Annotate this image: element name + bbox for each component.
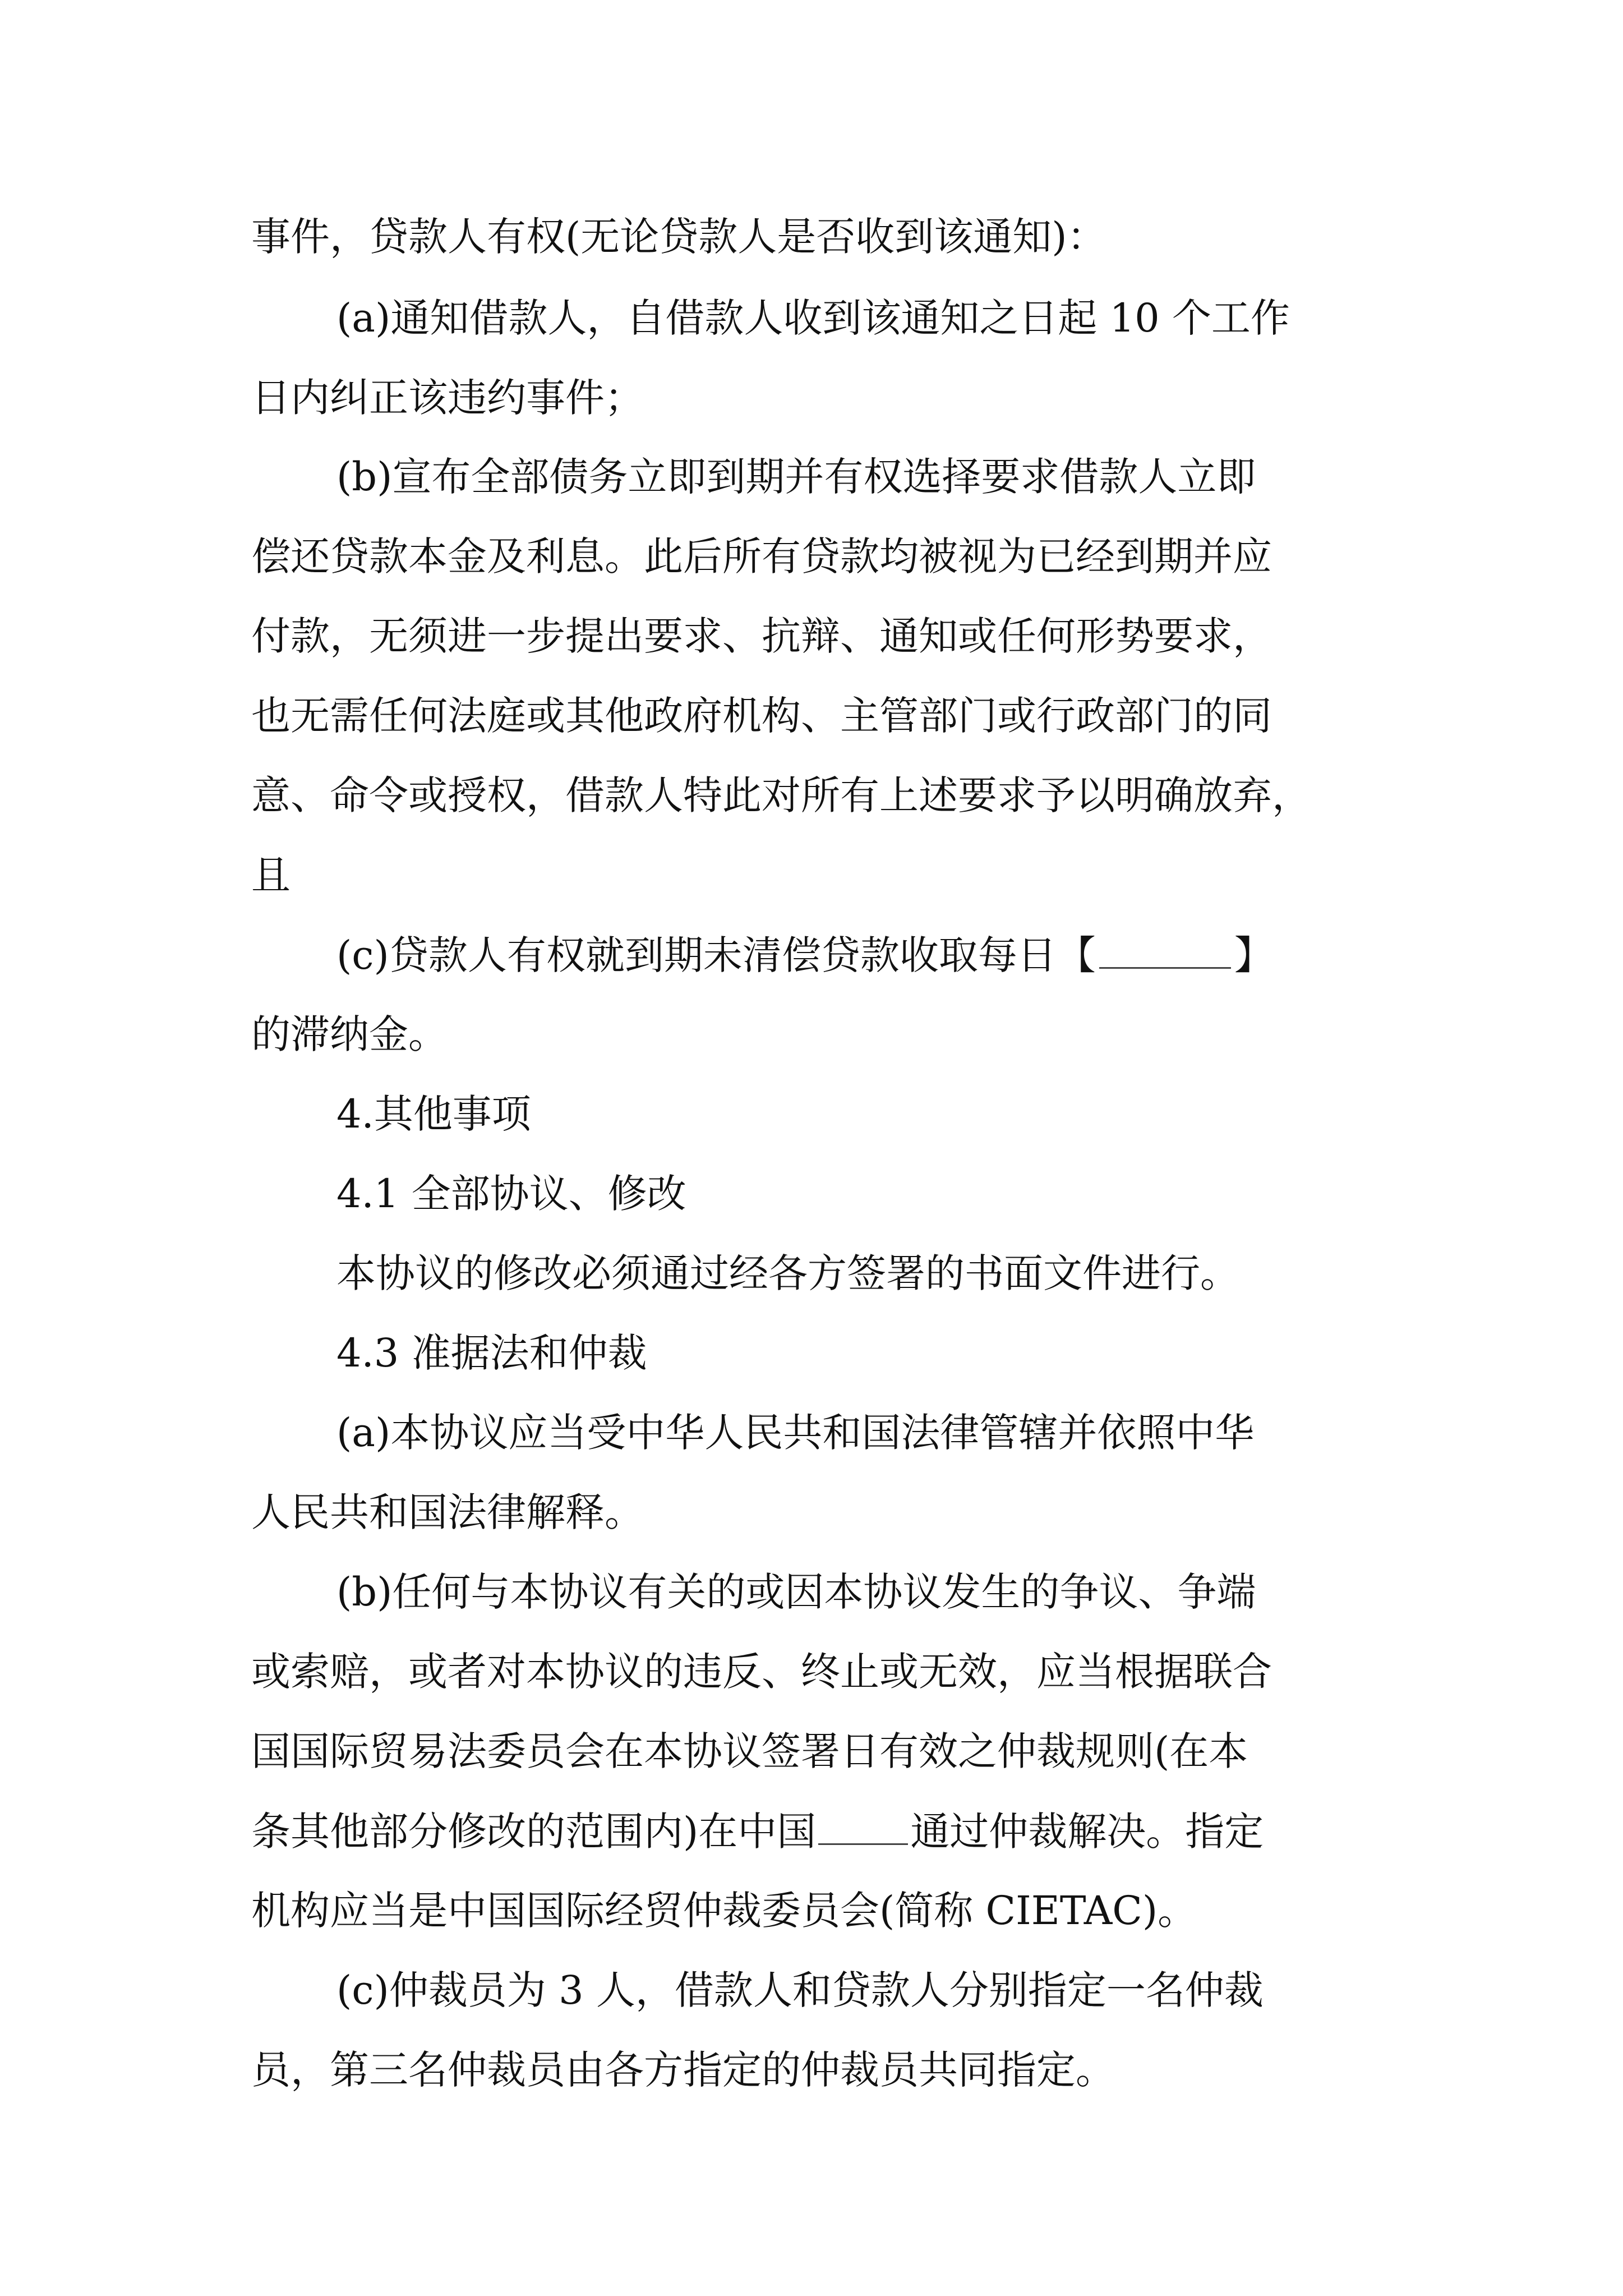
paragraph-line: 事件，贷款人有权(无论贷款人是否收到该通知)： <box>251 214 1106 260</box>
clause-b-line: (b)宣布全部债务立即到期并有权选择要求借款人立即 <box>336 454 1256 500</box>
clause-a-continuation: 日内纠正该违约事件； <box>251 375 644 421</box>
clause-c-continuation: 的滞纳金。 <box>251 1011 448 1057</box>
clause-b-continuation: 且 <box>251 852 291 898</box>
location-blank <box>818 1809 908 1845</box>
clause-b-text: 条其他部分修改的范围内)在中国 <box>251 1809 817 1855</box>
clause-c-text: (c)贷款人有权就到期未清偿贷款收取每日【 <box>336 932 1096 978</box>
subsection-heading: 4.3 准据法和仲裁 <box>336 1330 647 1376</box>
clause-b-continuation: 机构应当是中国国际经贸仲裁委员会(简称 CIETAC)。 <box>251 1888 1197 1934</box>
clause-b-continuation: 付款，无须进一步提出要求、抗辩、通知或任何形势要求， <box>251 613 1272 659</box>
clause-b-line: (b)任何与本协议有关的或因本协议发生的争议、争端 <box>336 1569 1256 1615</box>
paragraph-line: 本协议的修改必须通过经各方签署的书面文件进行。 <box>336 1250 1239 1296</box>
clause-b-continuation: 偿还贷款本金及利息。此后所有贷款均被视为已经到期并应 <box>251 533 1272 579</box>
clause-a-line: (a)通知借款人，自借款人收到该通知之日起 10 个工作 <box>336 295 1290 341</box>
clause-c-line: (c)仲裁员为 3 人，借款人和贷款人分别指定一名仲裁 <box>336 1967 1264 2013</box>
clause-c-line <box>336 932 1274 978</box>
clause-b-continuation: 意、命令或授权，借款人特此对所有上述要求予以明确放弃， <box>251 772 1311 818</box>
clause-c-bracket: 】 <box>1234 932 1274 978</box>
section-heading: 4.其他事项 <box>336 1091 531 1137</box>
clause-b-continuation <box>251 1809 1264 1854</box>
clause-a-line: (a)本协议应当受中华人民共和国法律管辖并依照中华 <box>336 1410 1255 1456</box>
subsection-heading: 4.1 全部协议、修改 <box>336 1171 686 1217</box>
clause-b-continuation: 国国际贸易法委员会在本协议签署日有效之仲裁规则(在本 <box>251 1728 1248 1774</box>
clause-a-continuation: 人民共和国法律解释。 <box>251 1489 644 1535</box>
late-fee-blank <box>1099 932 1231 969</box>
clause-b-text: 通过仲裁解决。指定 <box>910 1809 1264 1855</box>
clause-b-continuation: 也无需任何法庭或其他政府机构、主管部门或行政部门的同 <box>251 693 1272 739</box>
clause-b-continuation: 或索赔，或者对本协议的违反、终止或无效，应当根据联合 <box>251 1649 1272 1695</box>
clause-c-continuation: 员，第三名仲裁员由各方指定的仲裁员共同指定。 <box>251 2047 1115 2093</box>
